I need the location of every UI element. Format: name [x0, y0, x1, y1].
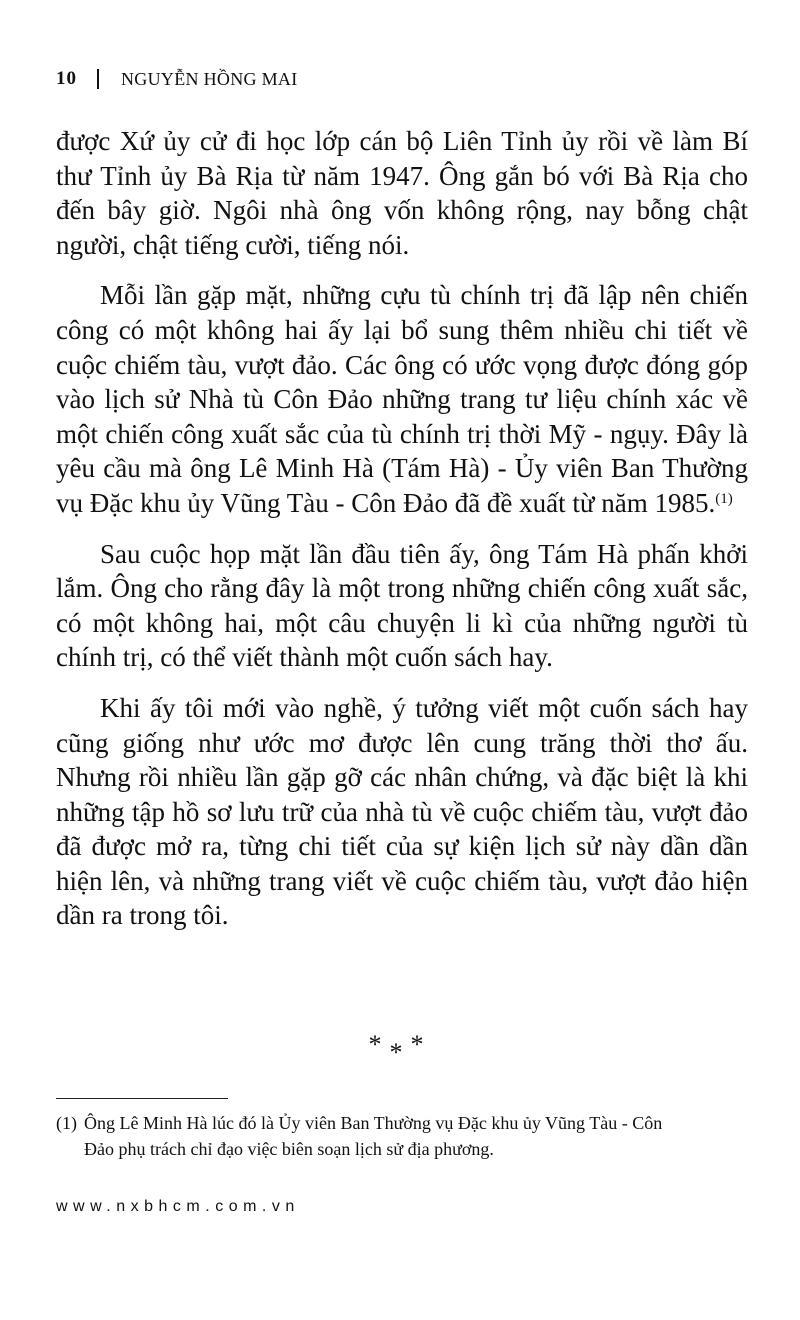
footnote: [56, 1110, 756, 1162]
paragraph-3: [56, 537, 748, 675]
running-head-author: NGUYỄN HỒNG MAI: [121, 68, 298, 89]
footnote-line-1: [56, 1110, 756, 1136]
header-divider: [97, 69, 99, 89]
page-number: 10: [56, 68, 77, 89]
paragraph-1: [56, 124, 748, 262]
footnote-reference[interactable]: (1): [715, 490, 733, 507]
separator-star-middle: *: [389, 1038, 411, 1067]
body-text: [56, 124, 748, 949]
paragraph-2: [56, 278, 748, 520]
paragraph-2-text: Mỗi lần gặp mặt, những cựu tù chính trị đã lập nên chiến công có một không hai ấy lại bổ sung thêm nhiều chi tiết về cuộc chiếm tàu, vượt đảo. Các ông có ước vọng được đóng góp vào lịch sử Nhà tù Côn Đảo những trang tư liệu chính xác về một chiến công xuất sắc của tù chính trị thời Mỹ - ngụy. Đây là yêu cầu mà ông Lê Minh Hà (Tám Hà) - Ủy viên Ban Thường vụ Đặc khu ủy Vũng Tàu - Côn Đảo đã đề xuất từ năm 1985.: [56, 280, 748, 518]
section-separator: [0, 1030, 800, 1067]
footnote-divider: [56, 1098, 228, 1099]
footnote-marker: (1): [56, 1113, 77, 1133]
paragraph-1-text: được Xứ ủy cử đi học lớp cán bộ Liên Tỉnh ủy rồi về làm Bí thư Tỉnh ủy Bà Rịa từ năm 1947. Ông gắn bó với Bà Rịa cho đến bây giờ. Ngôi nhà ông vốn không rộng, nay bỗng chật người, chật tiếng cười, tiếng nói.: [56, 126, 748, 260]
paragraph-4: [56, 691, 748, 933]
paragraph-3-text: Sau cuộc họp mặt lần đầu tiên ấy, ông Tám Hà phấn khởi lắm. Ông cho rằng đây là một trong những chiến công xuất sắc, có một không hai, một câu chuyện li kì của những người tù chính trị, có thể viết thành một cuốn sách hay.: [56, 538, 748, 673]
separator-star-left: *: [368, 1030, 390, 1059]
page-header: [56, 64, 297, 94]
footnote-line-2: Đảo phụ trách chỉ đạo việc biên soạn lịch sử địa phương.: [84, 1139, 494, 1159]
footnote-text-1: Ông Lê Minh Hà lúc đó là Ủy viên Ban Thường vụ Đặc khu ủy Vũng Tàu - Côn: [84, 1113, 663, 1133]
publisher-website: www.nxbhcm.com.vn: [56, 1198, 300, 1215]
paragraph-4-text: Khi ấy tôi mới vào nghề, ý tưởng viết một cuốn sách hay cũng giống như ước mơ được lên cung trăng thời thơ ấu. Nhưng rồi nhiều lần gặp gỡ các nhân chứng, và đặc biệt là khi những tập hồ sơ lưu trữ của nhà tù về cuộc chiếm tàu, vượt đảo đã được mở ra, từng chi tiết của sự kiện lịch sử này dần dần hiện lên, và những trang viết về cuộc chiếm tàu, vượt đảo hiện dần ra trong tôi.: [56, 692, 748, 931]
separator-star-right: *: [410, 1030, 432, 1059]
